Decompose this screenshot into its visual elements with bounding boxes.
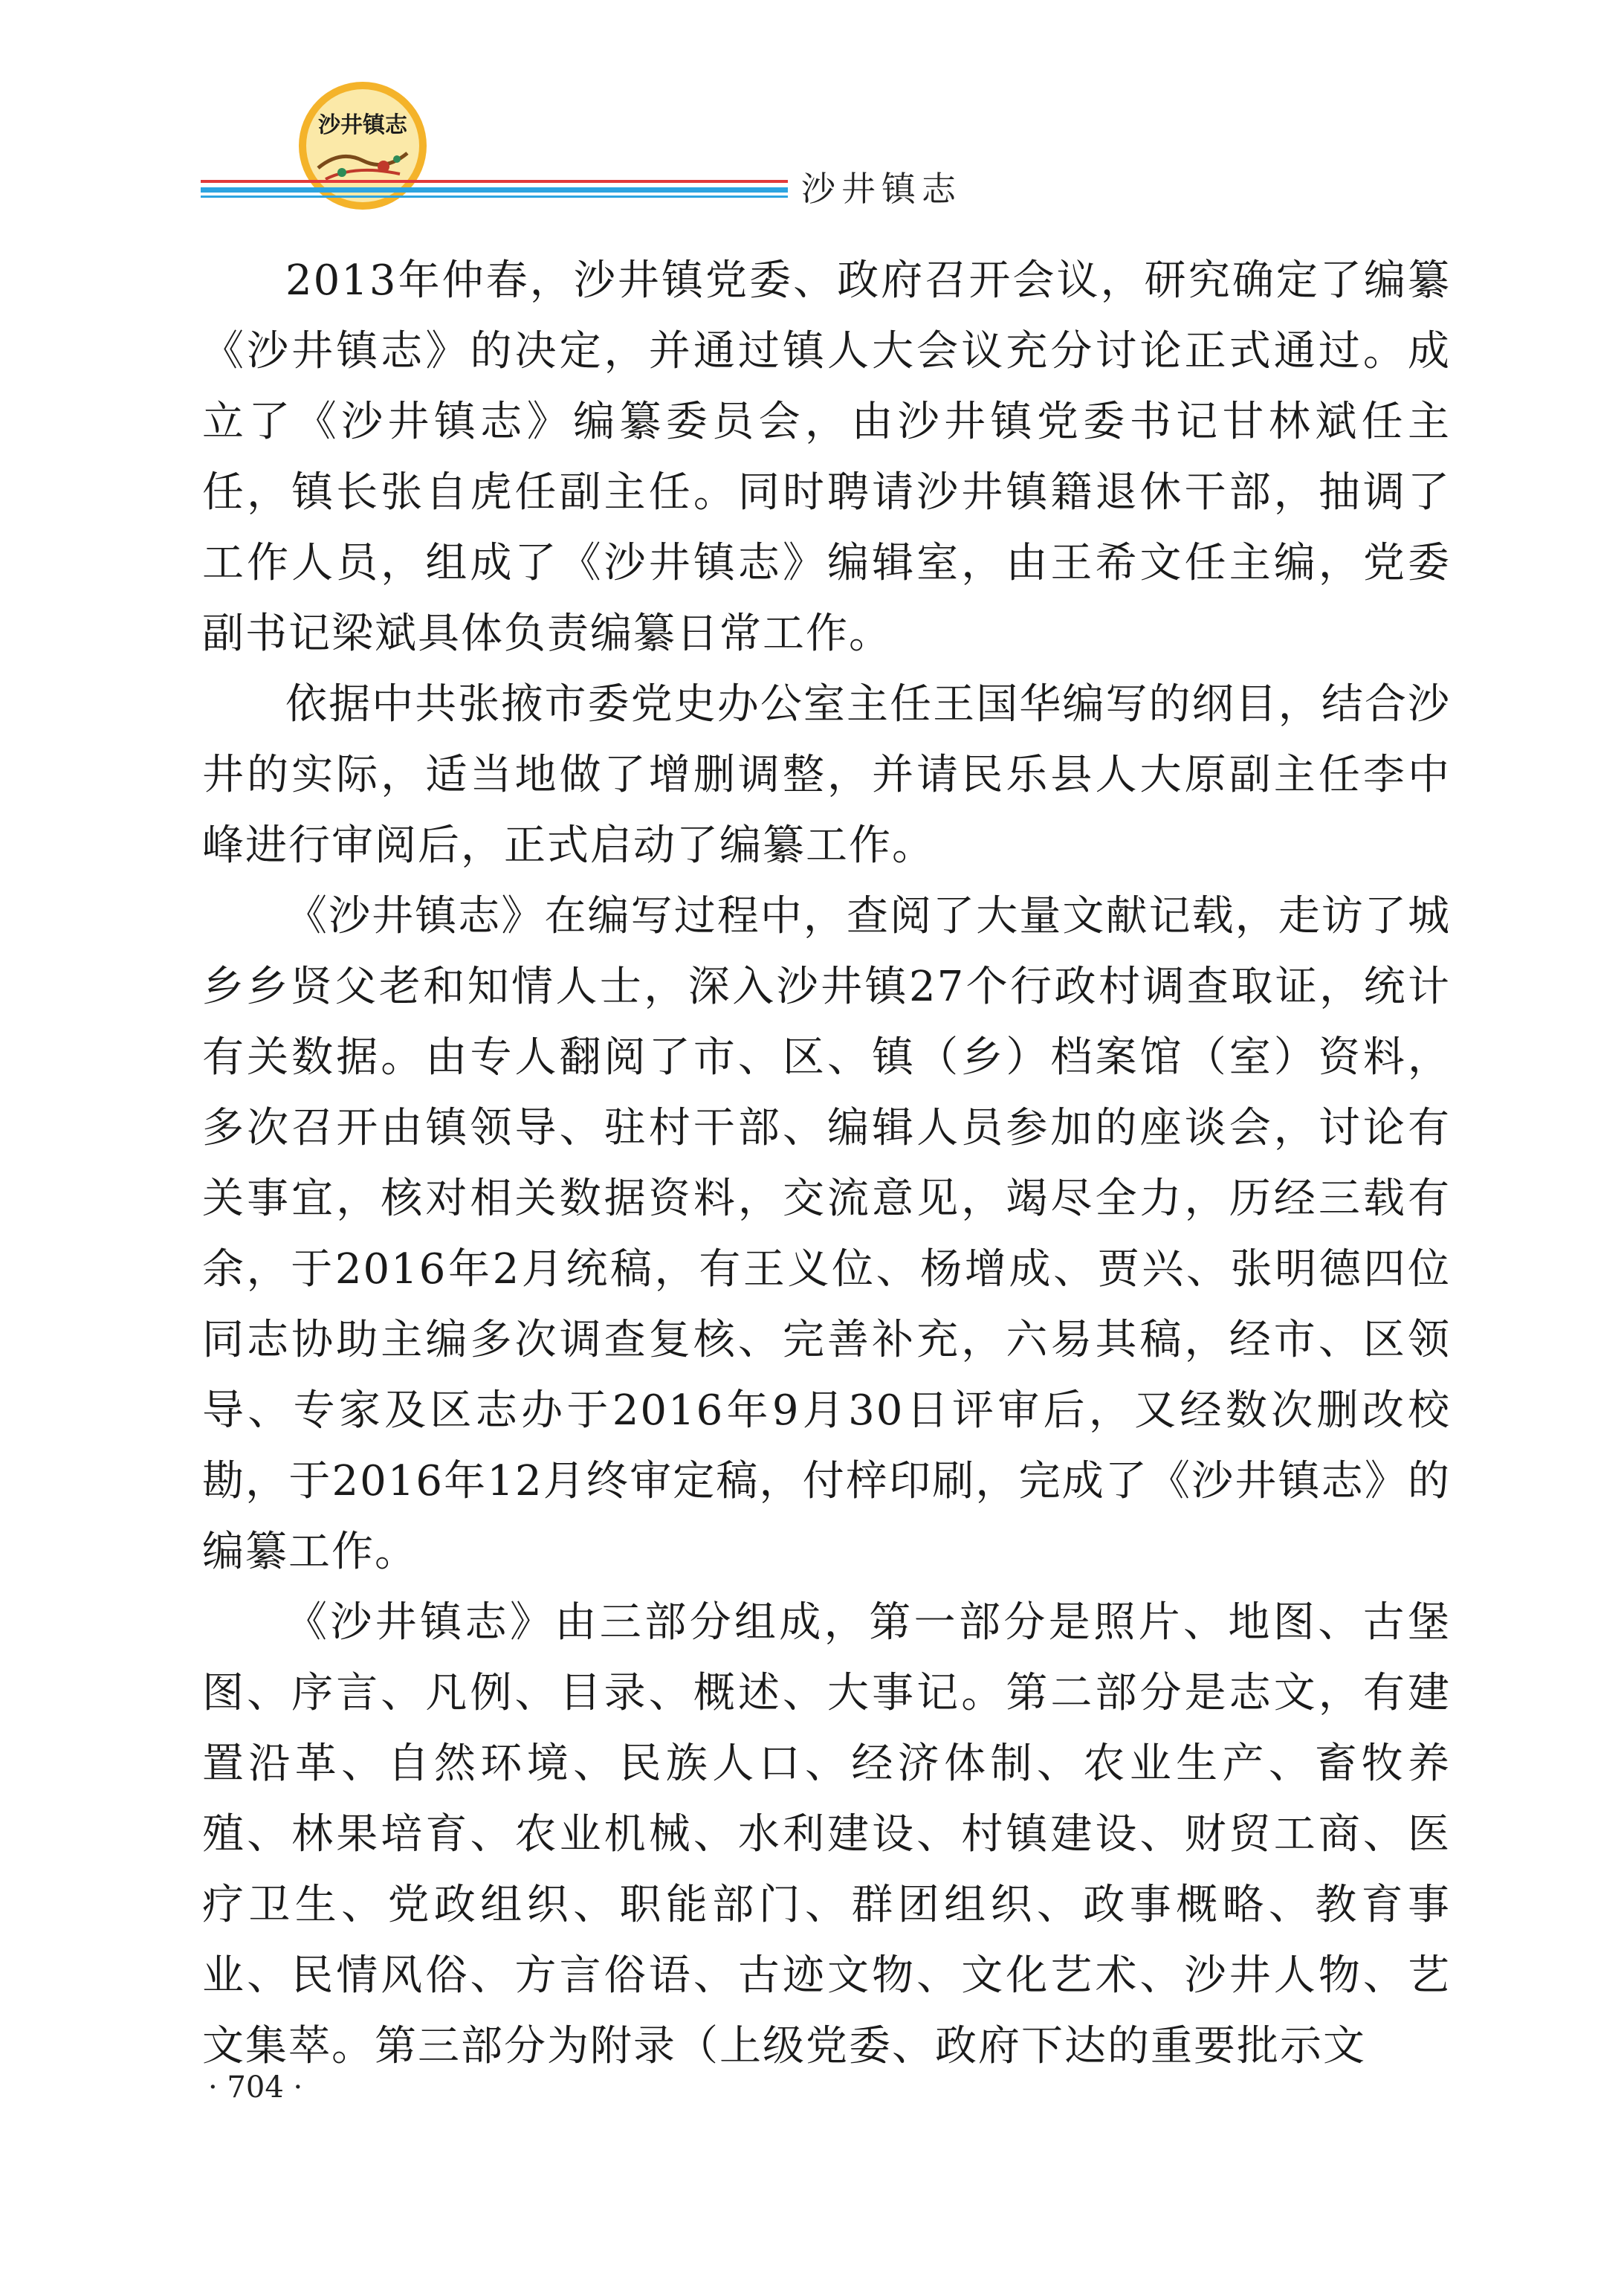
paragraph-3: 《沙井镇志》在编写过程中，查阅了大量文献记载，走访了城乡乡贤父老和知情人士，深入沙井镇27个行政村调查取证，统计有关数据。由专人翻阅了市、区、镇（乡）档案馆（室）资料，多次召开由镇领导、驻村干部、编辑人员参加的座谈会，讨论有关事宜，核对相关数据资料，交流意见，竭尽全力，历经三载有余，于2016年2月统稿，有王义位、杨增成、贾兴、张明德四位同志协助主编多次调查复核、完善补充，六易其稿，经市、区领导、专家及区志办于2016年9月30日评审后，又经数次删改校勘，于2016年12月终审定稿，付梓印刷，完成了《沙井镇志》的编纂工作。 [202, 892, 1451, 1576]
running-header-title: 沙井镇志 [801, 169, 962, 209]
paragraph-1: 2013年仲春，沙井镇党委、政府召开会议，研究确定了编纂《沙井镇志》的决定，并通过镇人大会议充分讨论正式通过。成立了《沙井镇志》编纂委员会，由沙井镇党委书记甘林斌任主任，镇长张自虎任副主任。同时聘请沙井镇籍退休干部，抽调了工作人员，组成了《沙井镇志》编辑室，由王希文任主编，党委副书记梁斌具体负责编纂日常工作。 [202, 256, 1451, 658]
body-text [202, 245, 1451, 2082]
page-header [0, 0, 1624, 223]
paragraph-2: 依据中共张掖市委党史办公室主任王国华编写的纲目，结合沙井的实际，适当地做了增删调整，并请民乐县人大原副主任李中峰进行审阅后，正式启动了编纂工作。 [202, 680, 1451, 870]
logo-lettering: 沙井镇志 [318, 112, 407, 138]
paragraph-4: 《沙井镇志》由三部分组成，第一部分是照片、地图、古堡图、序言、凡例、目录、概述、大事记。第二部分是志文，有建置沿革、自然环境、民族人口、经济体制、农业生产、畜牧养殖、林果培育、农业机械、水利建设、村镇建设、财贸工商、医疗卫生、党政组织、职能部门、群团组织、政事概略、教育事业、民情风俗、方言俗语、古迹文物、文化艺术、沙井人物、艺文集萃。第三部分为附录（上级党委、政府下达的重要批示文 [202, 1598, 1451, 2070]
header-rule [201, 177, 788, 201]
page-number: · 704 · [208, 2070, 303, 2105]
